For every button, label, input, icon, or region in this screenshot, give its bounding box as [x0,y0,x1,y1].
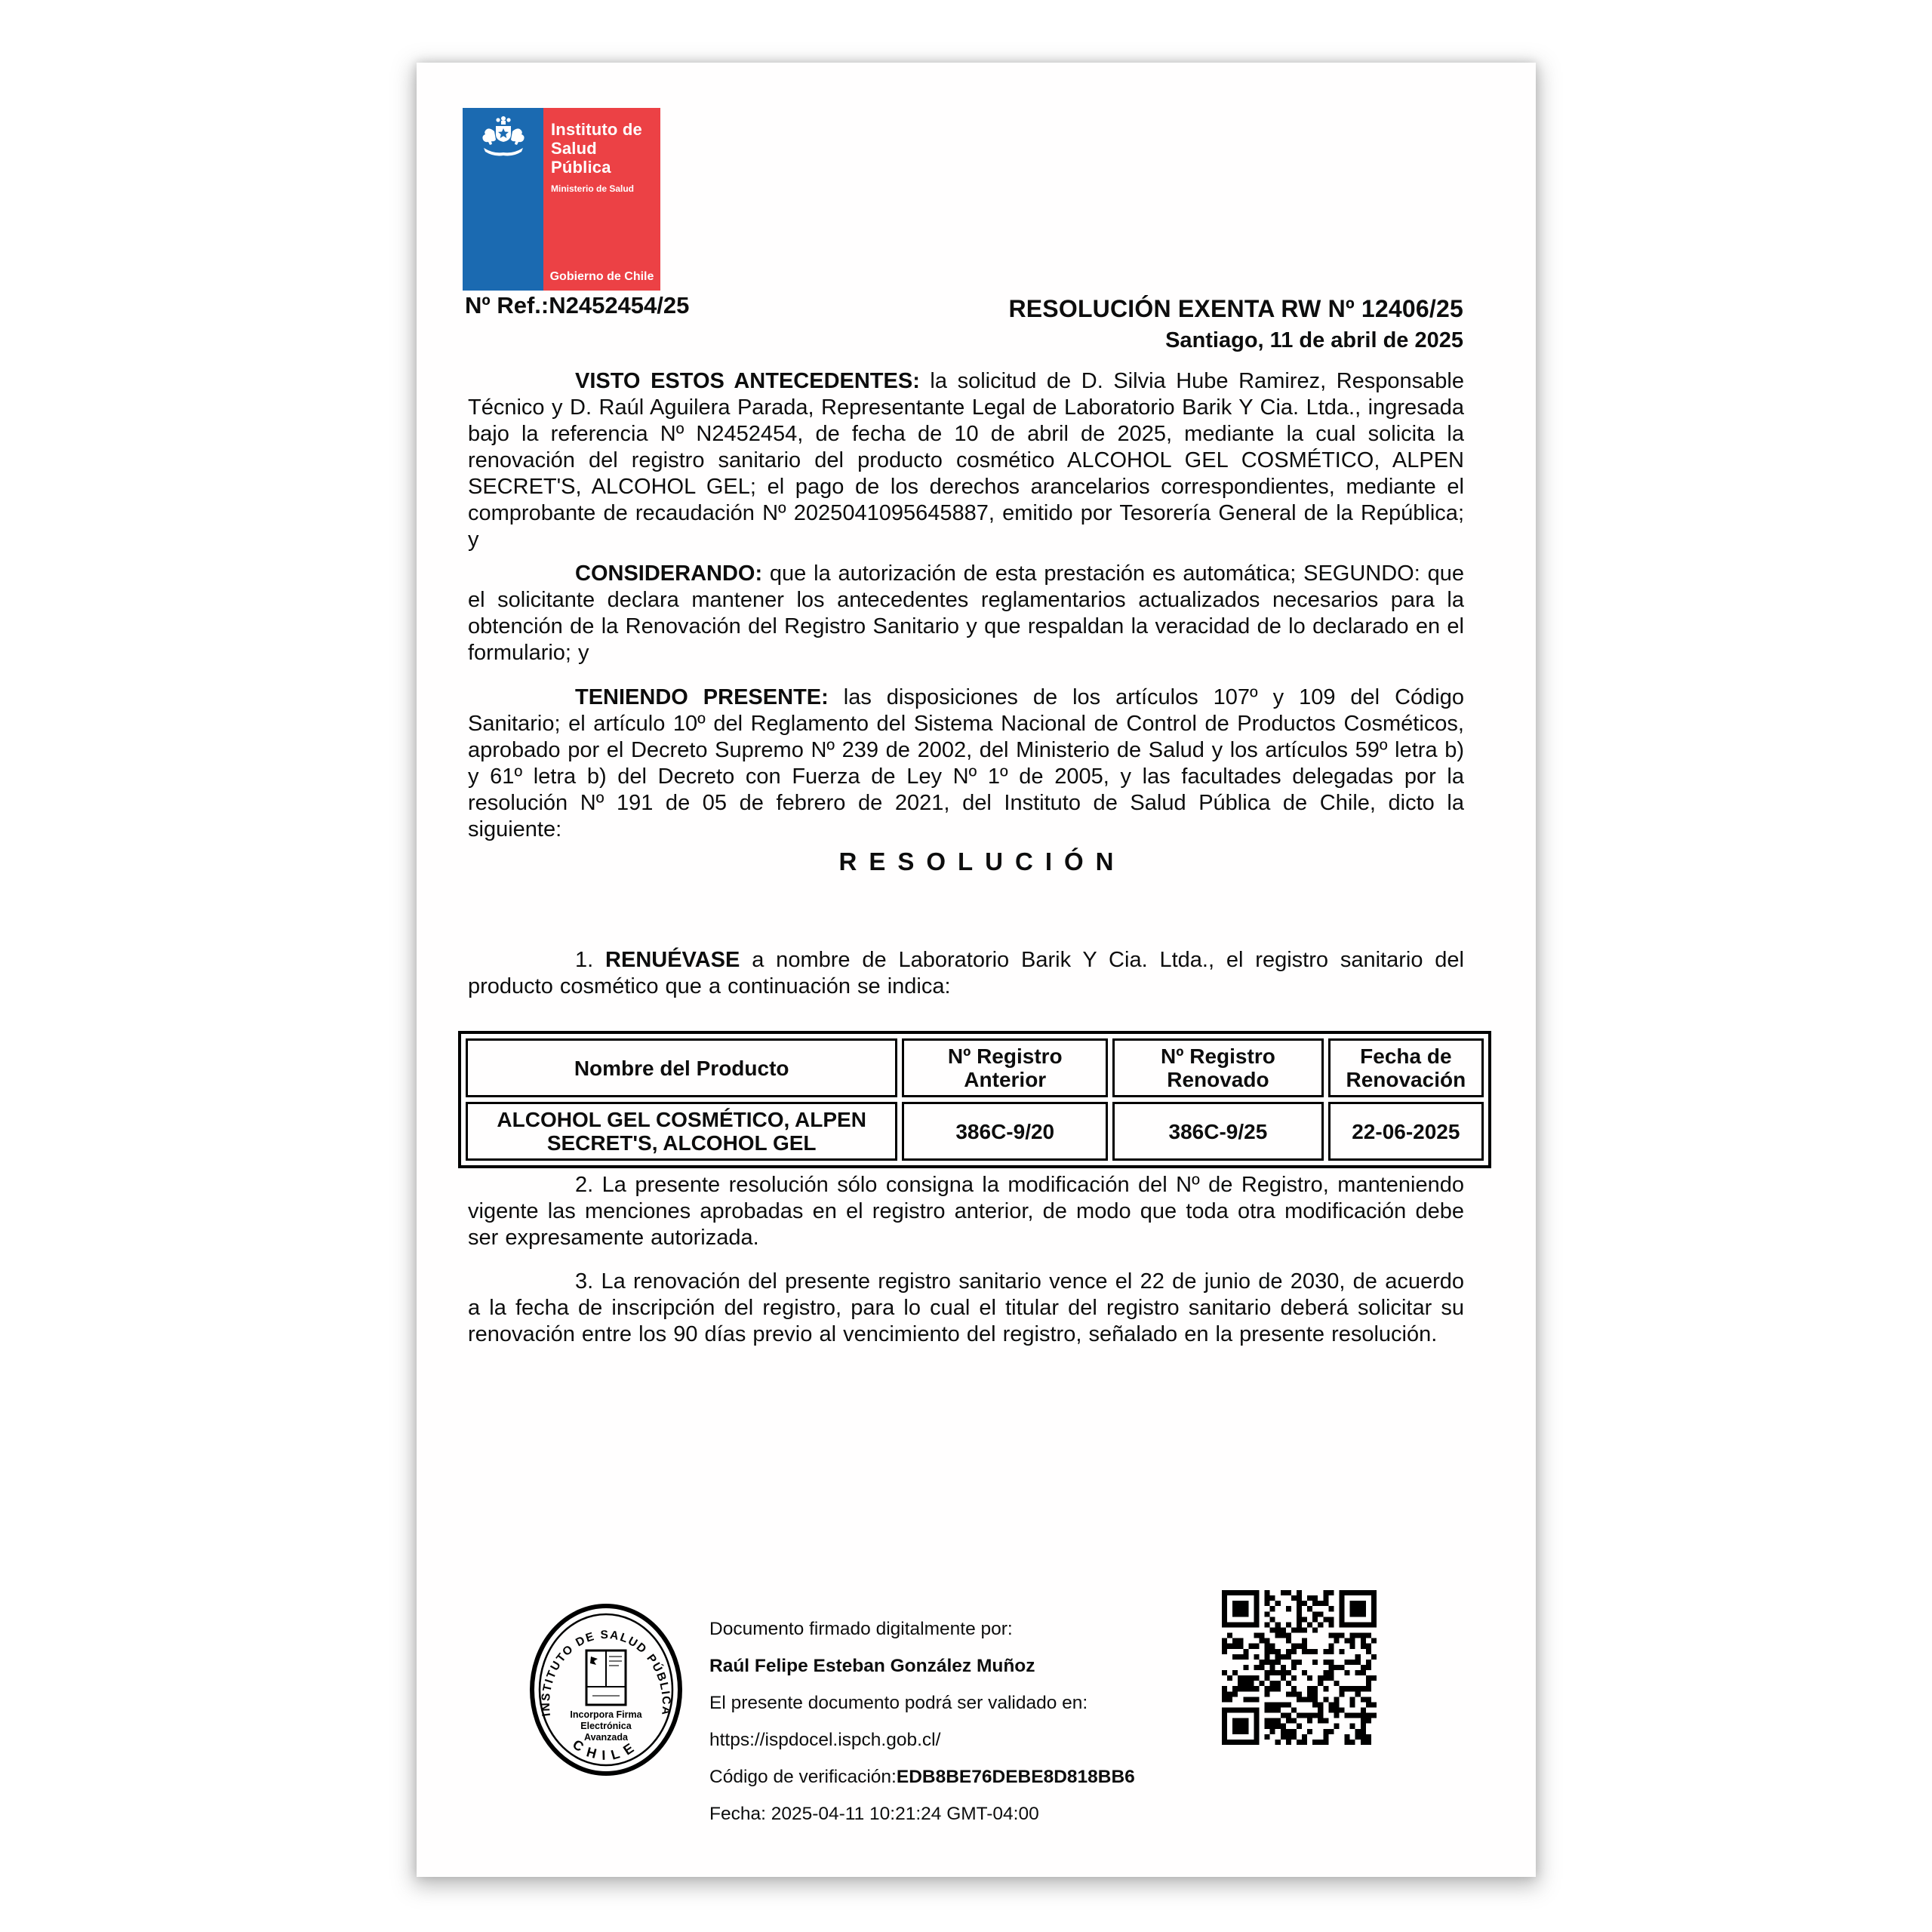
logo-government: Gobierno de Chile [549,270,654,283]
paragraph-second: 2. La presente resolución sólo consigna la modificación del Nº de Registro, manteniendo vigente las menciones aprobadas en el registro anterior, de modo que toda otra modificación debe ser expresamente autorizada. [468,1173,1464,1250]
document-page [417,63,1536,1877]
qr-code [1222,1590,1377,1745]
logo-blue-panel [463,108,543,291]
paragraph-considerando-text: que la autorización de esta prestación es automática; SEGUNDO: que el solicitante declara mantener los antecedentes reglamentarios actualizados necesarios para la obtención de la Renovación del Registro Sanitario y que respaldan la veracidad de lo declarado en el formulario; y [468,561,1464,665]
paragraph-renuevase [468,947,1464,1000]
resolution-place-date: Santiago, 11 de abril de 2025 [1165,328,1463,352]
col-header-previous-registry: Nº Registro Anterior [902,1038,1108,1097]
paragraph-visto-text: la solicitud de D. Silvia Hube Ramirez, Responsable Técnico y D. Raúl Aguilera Parada, Representante Legal de Laboratorio Barik Y Cia. Ltda., ingresada bajo la referencia Nº N2452454, de fecha de 10 de abril de 2025, mediante la cual solicita la renovación del registro sanitario del producto cosmético ALCOHOL GEL COSMÉTICO, ALPEN SECRET'S, ALCOHOL GEL; el pago de los derechos arancelarios correspondientes, mediante el comprobante de recaudación Nº 2025041095645887, emitido por Tesorería General de la República; y [468,369,1464,552]
paragraph-renuevase-prefix: 1. [575,948,606,972]
stamp-top-text: INSTITUTO DE SALUD PÚBLICA [539,1628,673,1718]
table-row [466,1102,1484,1161]
paragraph-teniendo-presente [468,685,1464,843]
chile-coat-of-arms-icon [478,115,529,163]
paragraph-visto [468,368,1464,553]
digital-signature-stamp [528,1602,684,1777]
signature-block [709,1611,1135,1832]
isp-logo [463,108,660,291]
resolution-header [1008,295,1463,353]
paragraph-considerando-lead: CONSIDERANDO: [575,561,763,586]
cell-previous-registry: 386C-9/20 [902,1102,1108,1161]
resolution-section-title: RESOLUCIÓN [838,848,1126,875]
stamp-bottom-text: CHILE [570,1737,642,1764]
resolution-number: RESOLUCIÓN EXENTA RW Nº 12406/25 [1008,295,1463,322]
paragraph-visto-lead: VISTO ESTOS ANTECEDENTES: [575,369,920,393]
col-header-renewed-registry: Nº Registro Renovado [1112,1038,1324,1097]
paragraph-considerando [468,561,1464,666]
paragraph-teniendo-text: las disposiciones de los artículos 107º y 109 del Código Sanitario; el artículo 10º del Reglamento del Sistema Nacional de Control de Productos Cosméticos, aprobado por el Decreto Supremo Nº 239 de 2002, del Ministerio de Salud y los artículos 59º letra b) y 61º letra b) del Decreto con Fuerza de Ley Nº 1º de 2005, y las facultades delegadas por la resolución Nº 191 de 05 de febrero de 2021, del Instituto de Salud Pública de Chile, dicto la siguiente: [468,685,1464,841]
stamp-center-emblem-icon [586,1651,626,1705]
cell-renewed-registry: 386C-9/25 [1112,1102,1324,1161]
logo-institute-line2: Salud Pública [551,139,611,177]
paragraph-third: 3. La renovación del presente registro sanitario vence el 22 de junio de 2030, de acuerdo a la fecha de inscripción del registro, para lo cual el titular del registro sanitario deberá solicitar su renovación entre los 90 días previo al vencimiento del registro, señalado en la presente resolución. [468,1269,1464,1346]
logo-institute-line1: Instituto de [551,120,642,139]
col-header-renewal-date: Fecha de Renovación [1328,1038,1484,1097]
paragraph-teniendo-lead: TENIENDO PRESENTE: [575,685,829,709]
logo-ministry: Ministerio de Salud [551,183,635,194]
signature-line1: Documento firmado digitalmente por: [709,1619,1013,1639]
paragraph-renuevase-lead: RENUÉVASE [605,948,740,972]
signature-verification-line [709,1758,1135,1795]
verification-code-label: Código de verificación: [709,1767,897,1787]
verification-code: EDB8BE76DEBE8D818BB6 [896,1767,1135,1787]
paragraph-renuevase-text: a nombre de Laboratorio Barik Y Cia. Ltda., el registro sanitario del producto cosmético que a continuación se indica: [468,948,1464,998]
col-header-product-name: Nombre del Producto [466,1038,897,1097]
stamp-center-line3: Avanzada [584,1732,628,1743]
logo-red-panel [543,108,660,291]
signature-line3: El presente documento podrá ser validado en: [709,1693,1088,1713]
cell-product-name: ALCOHOL GEL COSMÉTICO, ALPEN SECRET'S, ALCOHOL GEL [466,1102,897,1161]
registry-table [458,1031,1491,1168]
signature-signer-name: Raúl Felipe Esteban González Muñoz [709,1656,1035,1676]
signature-date: Fecha: 2025-04-11 10:21:24 GMT-04:00 [709,1804,1039,1824]
signature-validation-url: https://ispdocel.ispch.gob.cl/ [709,1730,941,1750]
stamp-center-line1: Incorpora Firma [570,1709,642,1720]
stamp-center-line2: Electrónica [580,1721,632,1731]
table-header-row [466,1038,1484,1097]
cell-renewal-date: 22-06-2025 [1328,1102,1484,1161]
reference-number: Nº Ref.:N2452454/25 [465,292,690,318]
